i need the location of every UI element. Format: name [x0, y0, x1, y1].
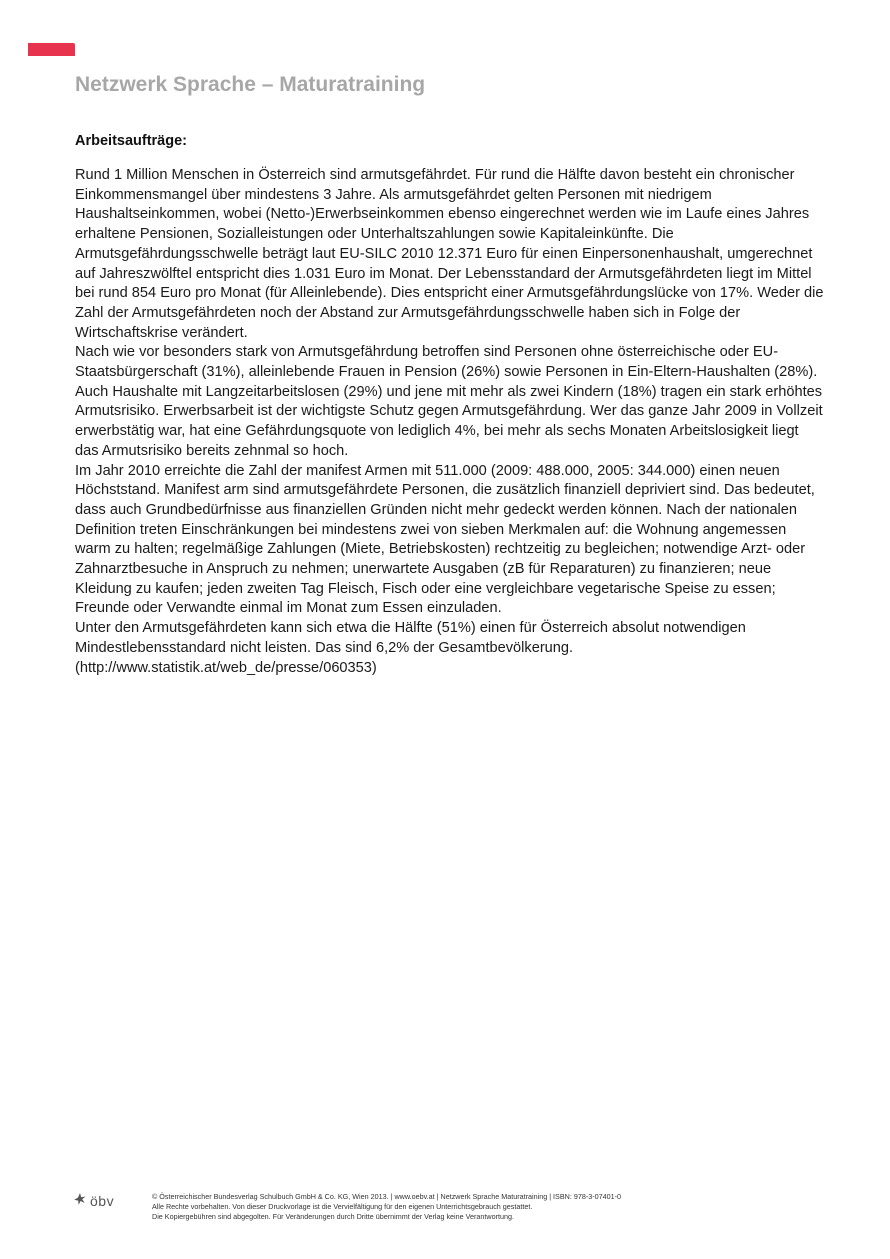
section-heading: Arbeitsaufträge:: [75, 133, 187, 149]
paragraph-2: Nach wie vor besonders stark von Armutsgefährdung betroffen sind Personen ohne österreichische oder EU-Staatsbürgerschaft (31%), alleinlebende Frauen in Pension (26%) sowie Personen in Ein-Eltern-Haushalten (28%). Auch Haushalte mit Langzeitarbeitslosen (29%) und jene mit mehr als zwei Kindern (18%) tragen ein stark erhöhtes Armutsrisiko. Erwerbsarbeit ist der wichtigste Schutz gegen Armutsgefährdung. Wer das ganze Jahr 2009 in Vollzeit erwerbstätig war, hat eine Gefährdungsquote von lediglich 4%, bei mehr als sechs Monaten Arbeitslosigkeit liegt das Armutsrisiko bereits zehnmal so hoch.: [75, 344, 823, 459]
footer-line-2: Alle Rechte vorbehalten. Von dieser Druckvorlage ist die Vervielfältigung für den eigenen Unterrichtsgebrauch gestattet.: [152, 1202, 533, 1211]
oebv-star-icon: [73, 1192, 87, 1209]
accent-bar: [28, 43, 75, 56]
footer-line-1: © Österreichischer Bundesverlag Schulbuch GmbH & Co. KG, Wien 2013. | www.oebv.at | Netzwerk Sprache Maturatraining | ISBN: 978-3-07401-0: [152, 1192, 621, 1201]
footer-line-3: Die Kopiergebühren sind abgegolten. Für Veränderungen durch Dritte übernimmt der Verlag keine Verantwortung.: [152, 1212, 514, 1221]
publisher-logo: [73, 1192, 114, 1209]
paragraph-3: Im Jahr 2010 erreichte die Zahl der manifest Armen mit 511.000 (2009: 488.000, 2005: 344.000) einen neuen Höchststand. Manifest arm sind armutsgefährdete Personen, die zusätzlich finanziell depriviert sind. Das bedeutet, dass auch Grundbedürfnisse aus finanziellen Gründen nicht mehr gedeckt werden können. Nach der nationalen Definition treten Einschränkungen bei mindestens zwei von sieben Merkmalen auf: die Wohnung angemessen warm zu halten; regelmäßige Zahlungen (Miete, Betriebskosten) rechtzeitig zu begleichen; notwendige Arzt- oder Zahnarztbesuche in Anspruch zu nehmen; unerwartete Ausgaben (zB für Reparaturen) zu finanzieren; neue Kleidung zu kaufen; jeden zweiten Tag Fleisch, Fisch oder eine vergleichbare vegetarische Speise zu essen; Freunde oder Verwandte einmal im Monat zum Essen einzuladen.: [75, 462, 815, 617]
body-text: [75, 166, 825, 678]
source-link[interactable]: (http://www.statistik.at/web_de/presse/060353): [75, 659, 377, 676]
footer-copyright: [152, 1192, 621, 1222]
paragraph-4: Unter den Armutsgefährdeten kann sich etwa die Hälfte (51%) einen für Österreich absolut notwendigen Mindestlebensstandard nicht leisten. Das sind 6,2% der Gesamtbevölkerung.: [75, 620, 746, 656]
page-title: Netzwerk Sprache – Maturatraining: [75, 73, 426, 96]
paragraph-1: Rund 1 Million Menschen in Österreich sind armutsgefährdet. Für rund die Hälfte davon besteht ein chronischer Einkommensmangel über mindestens 3 Jahre. Als armutsgefährdet gelten Personen mit niedrigem Haushaltseinkommen, wobei (Netto-)Erwerbseinkommen ebenso eingerechnet werden wie im Laufe eines Jahres erhaltene Pensionen, Sozialleistungen oder Unterhaltszahlungen sowie Kapitaleinkünfte. Die Armutsgefährdungsschwelle beträgt laut EU-SILC 2010 12.371 Euro für einen Einpersonenhaushalt, umgerechnet auf Jahreszwölftel entspricht dies 1.031 Euro im Monat. Der Lebensstandard der Armutsgefährdeten liegt im Mittel bei rund 854 Euro pro Monat (für Alleinlebende). Dies entspricht einer Armutsgefährdungslücke von 17%. Weder die Zahl der Armutsgefährdeten noch der Abstand zur Armutsgefährdungsschwelle haben sich in Folge der Wirtschaftskrise verändert.: [75, 167, 824, 341]
logo-text: öbv: [90, 1192, 115, 1209]
